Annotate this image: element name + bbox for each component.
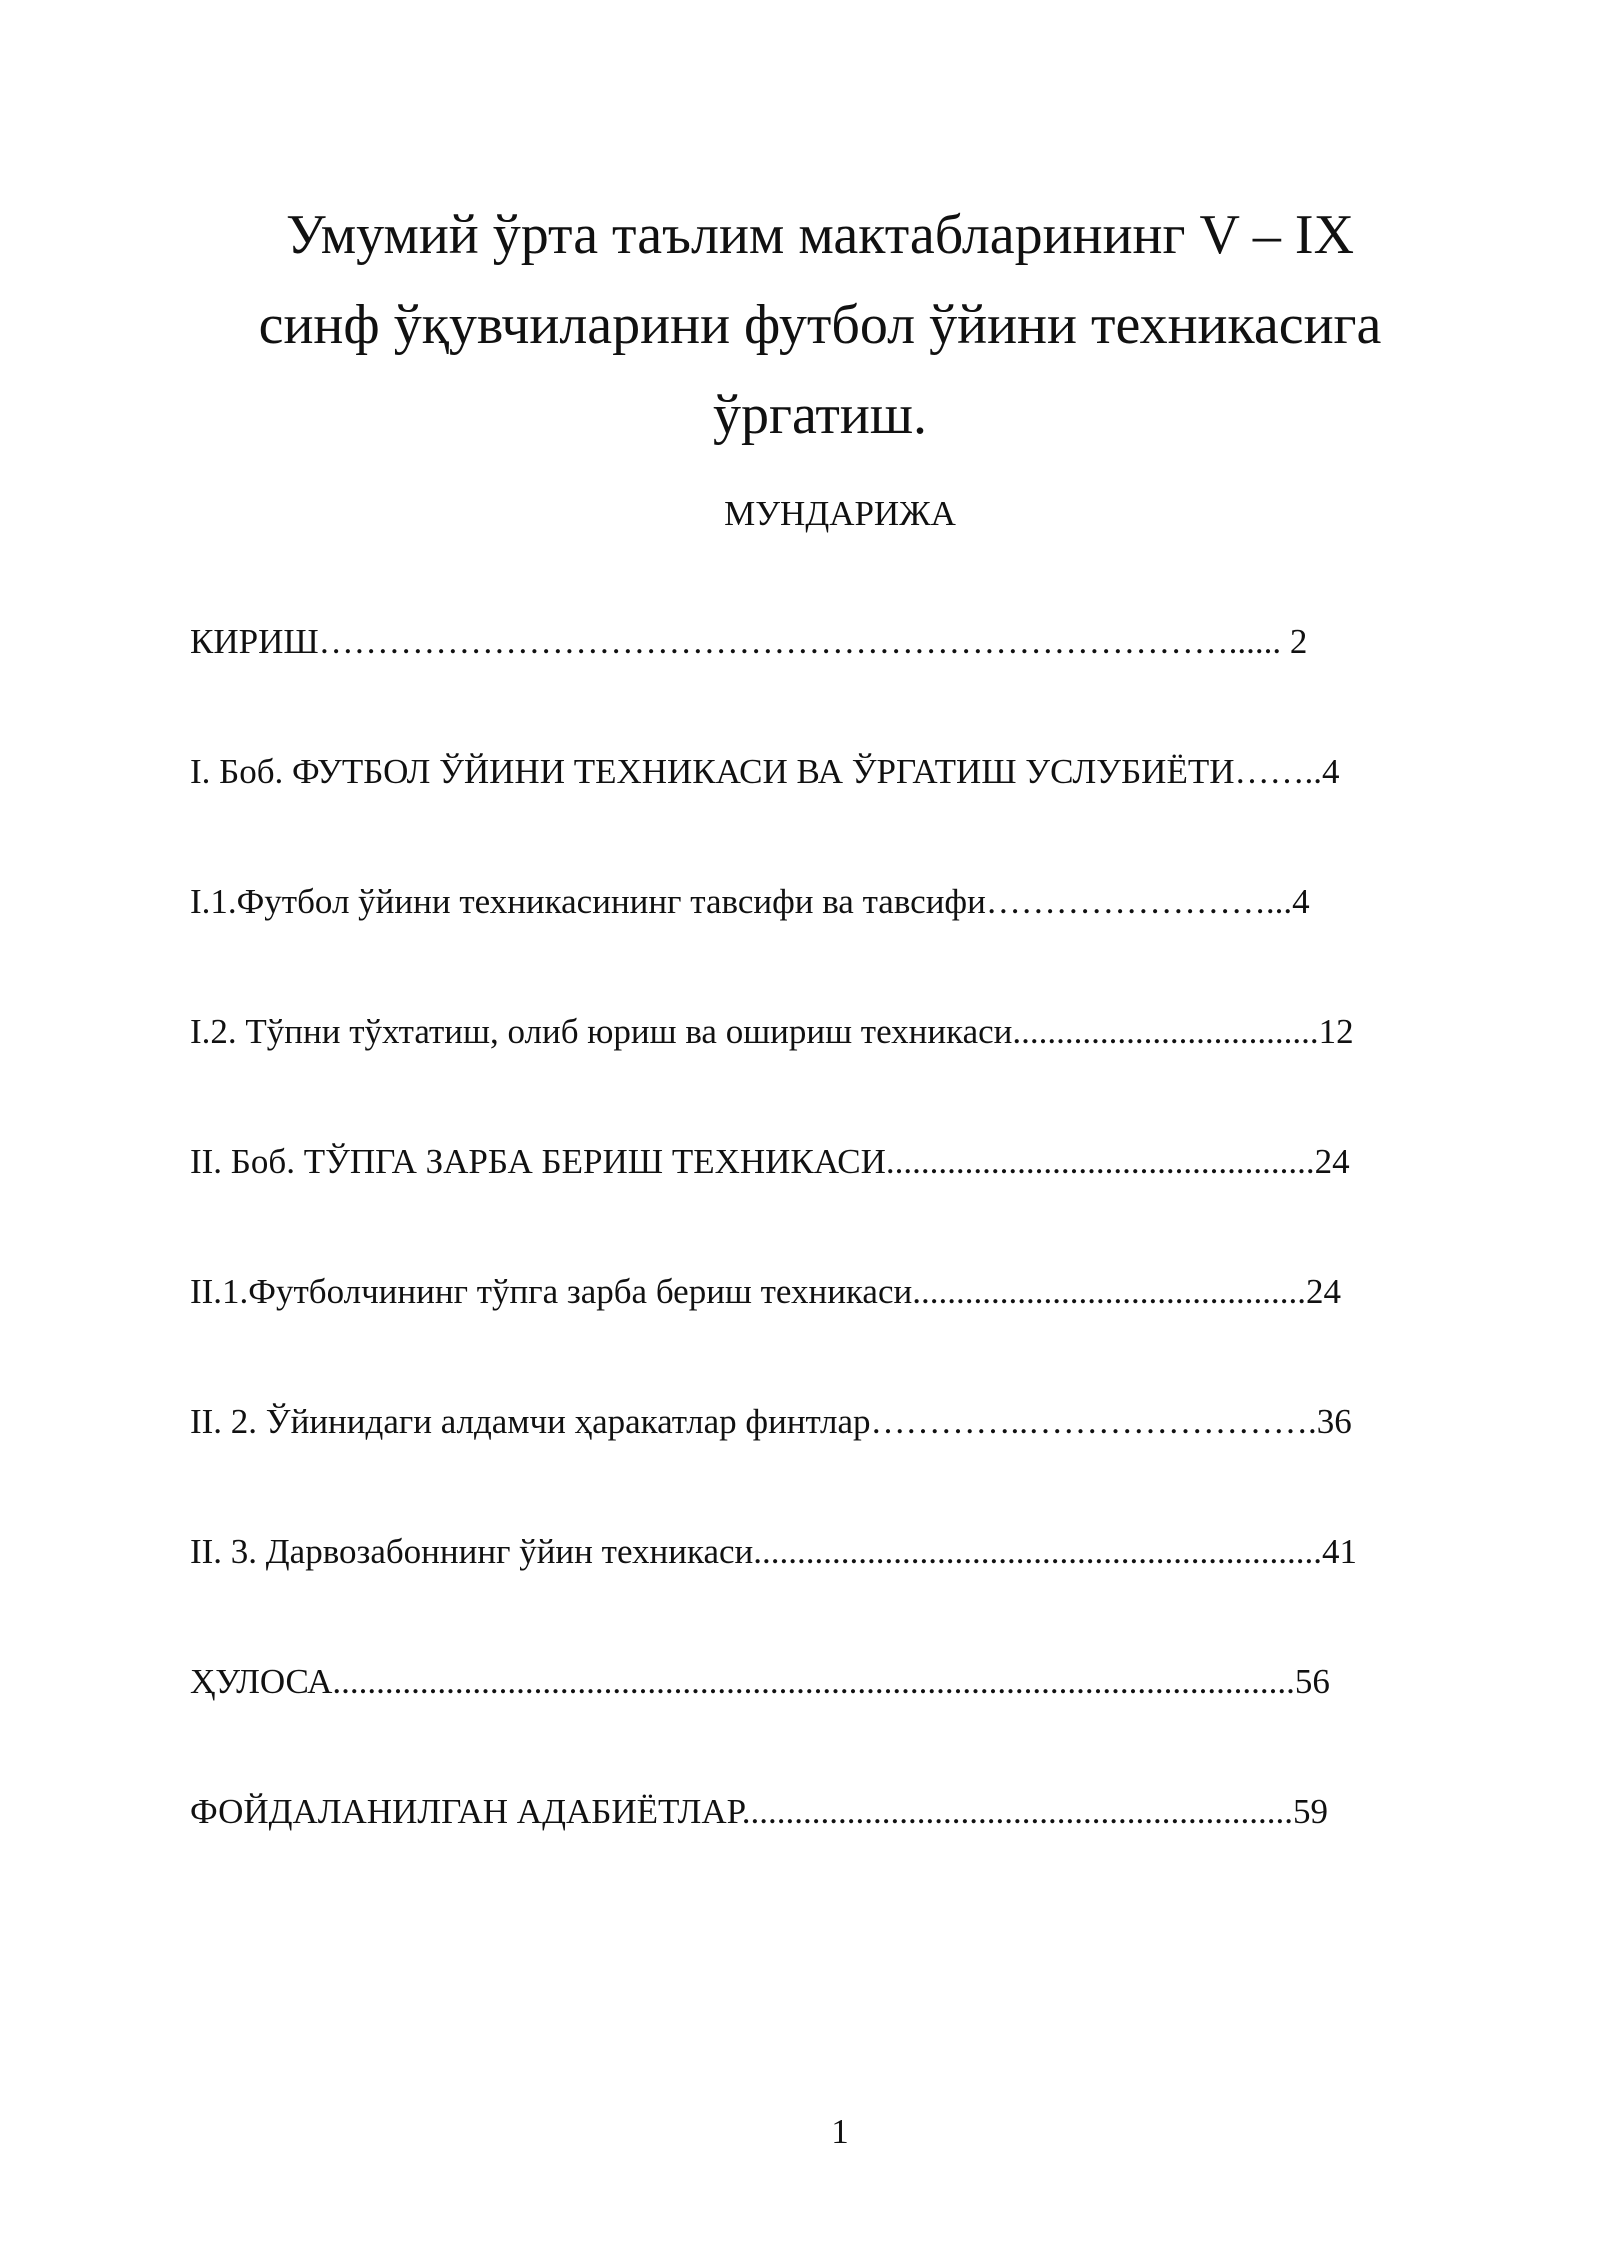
- document-title: [220, 190, 1420, 460]
- title-line: синф ўқувчиларини футбол ўйини техникасига: [258, 294, 1382, 356]
- toc-entry-section-1-1: I.1.Футбол ўйини техникасининг тавсифи ва тавсифи……………………...4: [190, 882, 1310, 921]
- toc-entry-chapter-1: I. Боб. ФУТБОЛ ЎЙИНИ ТЕХНИКАСИ ВА ЎРГАТИШ УСЛУБИЁТИ……..4: [190, 752, 1340, 791]
- toc-entry-section-2-3: II. 3. Дарвозабоннинг ўйин техникаси.................................................................41: [190, 1532, 1357, 1571]
- toc-heading: МУНДАРИЖА: [724, 494, 956, 533]
- title-line: ўргатиш.: [713, 384, 927, 446]
- page-number: 1: [831, 2112, 849, 2151]
- toc-entry-section-2-2: II. 2. Ўйинидаги алдамчи ҳаракатлар финтлар…………..…………………….36: [190, 1402, 1352, 1441]
- toc-entry-introduction: КИРИШ……………………………………………………………………...... 2: [190, 622, 1308, 661]
- toc-entry-section-2-1: II.1.Футболчининг тўпга зарба бериш техникаси.............................................24: [190, 1272, 1341, 1311]
- toc-entry-chapter-2: II. Боб. ТЎПГА ЗАРБА БЕРИШ ТЕХНИКАСИ.................................................24: [190, 1142, 1350, 1181]
- title-line: Умумий ўрта таълим мактабларининг V – IX: [285, 204, 1355, 266]
- toc-entry-references: ФОЙДАЛАНИЛГАН АДАБИЁТЛАР...............................................................59: [190, 1792, 1328, 1831]
- toc-entry-section-1-2: I.2. Тўпни тўхтатиш, олиб юриш ва ошириш техникаси...................................12: [190, 1012, 1354, 1051]
- toc-entry-conclusion: ҲУЛОСА..............................................................................................................56: [190, 1662, 1330, 1701]
